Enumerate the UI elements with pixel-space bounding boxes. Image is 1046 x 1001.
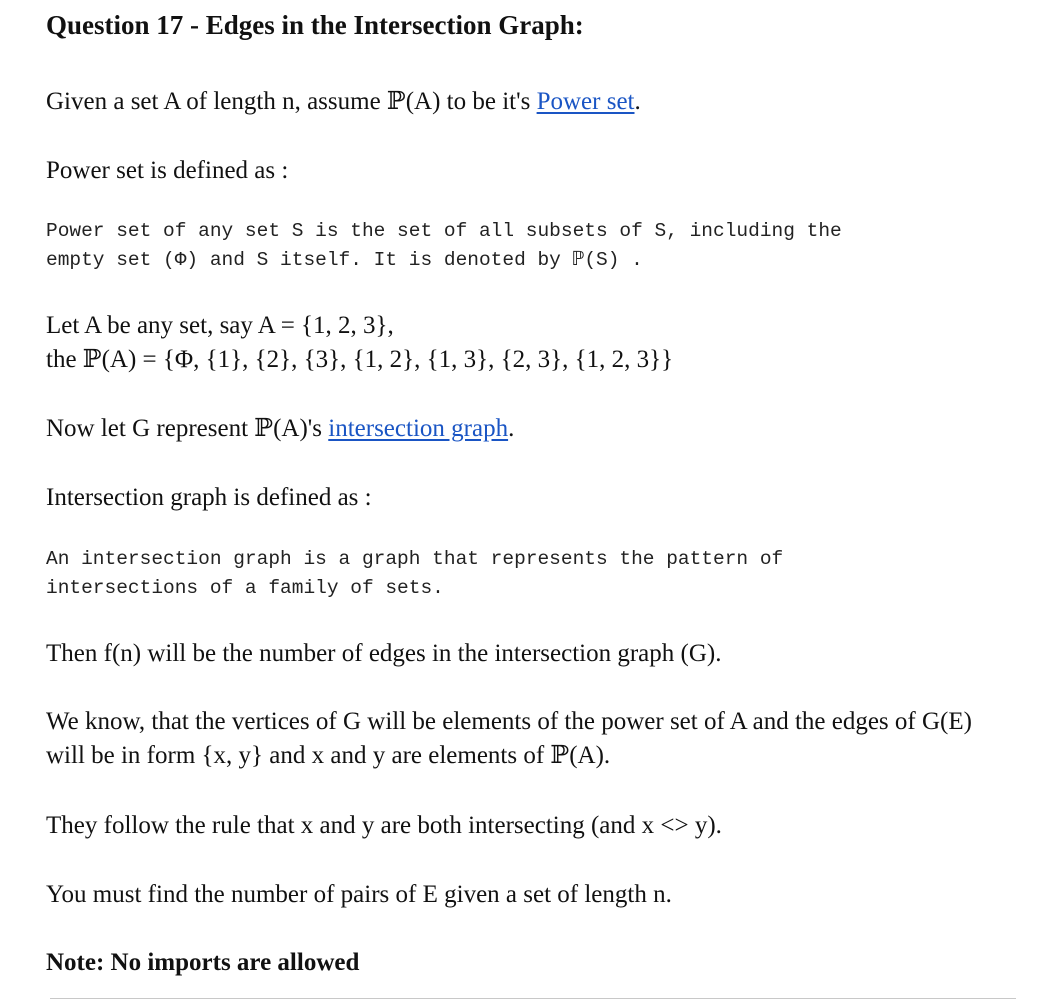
intersection-definition	[46, 545, 783, 603]
task-statement: You must find the number of pairs of E given a set of length n.	[46, 881, 672, 908]
intersection-graph-link[interactable]: intersection graph	[328, 415, 509, 442]
example-line-1: Let A be any set, say A = {1, 2, 3},	[46, 312, 394, 339]
note-text: Note: No imports are allowed	[46, 949, 360, 976]
vertices-line-1: We know, that the vertices of G will be elements of the power set of A and the edges of G(E)	[46, 708, 972, 735]
power-set-definition-line-2: empty set (Φ) and S itself. It is denoted by ℙ(S) .	[46, 249, 643, 271]
fn-statement: Then f(n) will be the number of edges in the intersection graph (G).	[46, 640, 722, 667]
intro-text: Given a set A of length n, assume ℙ(A) to be it's	[46, 88, 537, 115]
intersection-definition-line-2: intersections of a family of sets.	[46, 577, 444, 599]
graph-intro-suffix: .	[508, 415, 515, 442]
intro-suffix: .	[634, 88, 641, 115]
example-line-2: the ℙ(A) = {Φ, {1}, {2}, {3}, {1, 2}, {1, 3}, {2, 3}, {1, 2, 3}}	[46, 346, 674, 373]
power-set-heading: Power set is defined as :	[46, 157, 289, 184]
graph-intro-text: Now let G represent ℙ(A)'s	[46, 415, 329, 442]
rule-statement: They follow the rule that x and y are both intersecting (and x <> y).	[46, 812, 722, 839]
vertices-line-2: will be in form {x, y} and x and y are elements of ℙ(A).	[46, 742, 611, 769]
power-set-link[interactable]: Power set	[536, 88, 635, 115]
bottom-divider	[50, 998, 1016, 999]
intersection-definition-line-1: An intersection graph is a graph that represents the pattern of	[46, 548, 784, 570]
power-set-definition	[46, 217, 842, 275]
intersection-heading: Intersection graph is defined as :	[46, 484, 372, 511]
example-block	[46, 309, 673, 377]
graph-intro-paragraph	[46, 412, 514, 446]
question-title: Question 17 - Edges in the Intersection Graph:	[46, 10, 584, 40]
intro-paragraph	[46, 85, 641, 119]
power-set-definition-line-1: Power set of any set S is the set of all subsets of S, including the	[46, 220, 842, 242]
vertices-statement	[46, 705, 972, 773]
